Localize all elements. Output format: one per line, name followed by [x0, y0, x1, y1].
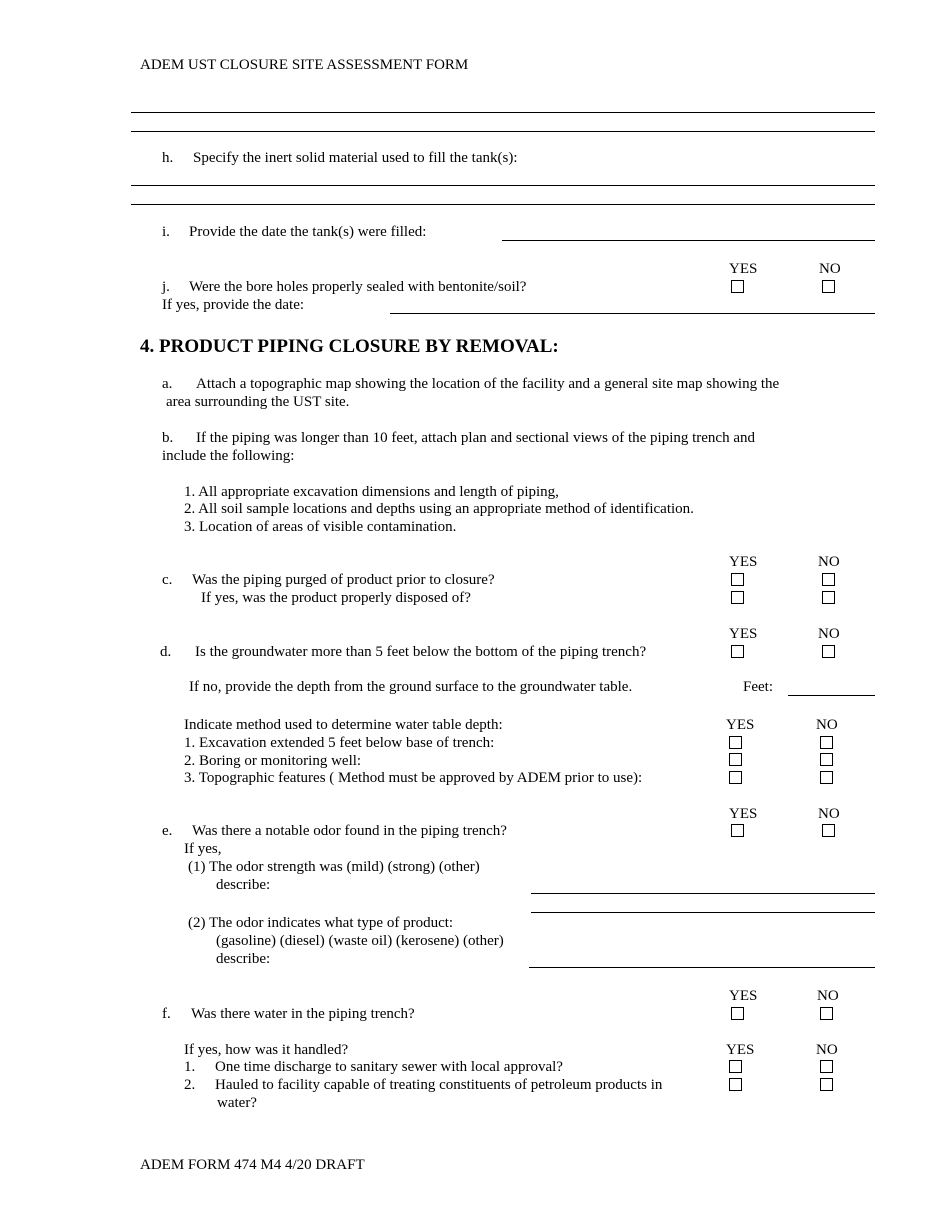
yes-header: YES	[729, 988, 758, 1004]
s4-d-method1-yes-checkbox[interactable]	[729, 736, 742, 749]
s4-f-option-num: 1.	[184, 1059, 196, 1075]
s4-e-item1: (1) The odor strength was (mild) (strong) (other)	[188, 859, 480, 875]
s4-d-method2-no-checkbox[interactable]	[820, 753, 833, 766]
s4-c-no-checkbox[interactable]	[822, 573, 835, 586]
s4-b-item: 1. All appropriate excavation dimensions and length of piping,	[184, 484, 559, 500]
s4-c-label: c.	[162, 572, 173, 588]
s4-d-method1-no-checkbox[interactable]	[820, 736, 833, 749]
no-header: NO	[816, 1042, 838, 1058]
q-j-date-text: If yes, provide the date:	[162, 297, 305, 313]
s4-b-line1: If the piping was longer than 10 feet, attach plan and sectional views of the piping trench and	[196, 430, 755, 446]
s4-b-line2: include the following:	[162, 448, 295, 464]
q-h-answer-line[interactable]	[131, 185, 875, 186]
q-h-answer-line[interactable]	[131, 204, 875, 205]
s4-e-describe-1: describe:	[216, 877, 271, 893]
s4-d-label: d.	[160, 644, 172, 660]
form-title: ADEM UST CLOSURE SITE ASSESSMENT FORM	[140, 57, 469, 73]
q-h-label: h.	[162, 150, 174, 166]
s4-d-text: Is the groundwater more than 5 feet below the bottom of the piping trench?	[195, 644, 647, 660]
s4-d-feet-line[interactable]	[788, 695, 875, 696]
yes-header: YES	[729, 554, 758, 570]
yes-header: YES	[729, 261, 758, 277]
s4-e-no-checkbox[interactable]	[822, 824, 835, 837]
s4-d-method-title: Indicate method used to determine water table depth:	[184, 717, 503, 733]
s4-d-method3-yes-checkbox[interactable]	[729, 771, 742, 784]
form-footer: ADEM FORM 474 M4 4/20 DRAFT	[140, 1157, 365, 1173]
s4-e-yes-checkbox[interactable]	[731, 824, 744, 837]
q-j-yes-checkbox[interactable]	[731, 280, 744, 293]
s4-c-sub-yes-checkbox[interactable]	[731, 591, 744, 604]
q-i-date-line[interactable]	[502, 240, 875, 241]
s4-e-item2: (2) The odor indicates what type of product:	[188, 915, 454, 931]
s4-f-handled: If yes, how was it handled?	[184, 1042, 349, 1058]
answer-line[interactable]	[131, 112, 875, 113]
s4-f-no-checkbox[interactable]	[820, 1007, 833, 1020]
s4-a-label: a.	[162, 376, 173, 392]
s4-d-method3-no-checkbox[interactable]	[820, 771, 833, 784]
s4-e-describe-2: describe:	[216, 951, 271, 967]
s4-c-yes-checkbox[interactable]	[731, 573, 744, 586]
q-i-label: i.	[162, 224, 170, 240]
q-j-label: j.	[162, 279, 170, 295]
no-header: NO	[818, 554, 840, 570]
s4-d-method: 3. Topographic features ( Method must be approved by ADEM prior to use):	[184, 770, 643, 786]
s4-b-item: 3. Location of areas of visible contamination.	[184, 519, 457, 535]
s4-f-option1-no-checkbox[interactable]	[820, 1060, 833, 1073]
s4-f-option-text: One time discharge to sanitary sewer with local approval?	[215, 1059, 563, 1075]
yes-header: YES	[726, 717, 755, 733]
s4-b-item: 2. All soil sample locations and depths using an appropriate method of identification.	[184, 501, 694, 517]
q-j-text: Were the bore holes properly sealed with bentonite/soil?	[189, 279, 527, 295]
yes-header: YES	[729, 806, 758, 822]
s4-e-label: e.	[162, 823, 173, 839]
s4-d-yes-checkbox[interactable]	[731, 645, 744, 658]
s4-d-feet-label: Feet:	[743, 679, 773, 695]
no-header: NO	[818, 806, 840, 822]
q-j-date-line[interactable]	[390, 313, 875, 314]
s4-f-option-num: 2.	[184, 1077, 196, 1093]
no-header: NO	[817, 988, 839, 1004]
s4-d-method: 2. Boring or monitoring well:	[184, 753, 362, 769]
s4-f-label: f.	[162, 1006, 171, 1022]
no-header: NO	[819, 261, 841, 277]
s4-e-describe-line[interactable]	[531, 893, 875, 894]
s4-f-option2-yes-checkbox[interactable]	[729, 1078, 742, 1091]
s4-c-text: Was the piping purged of product prior to closure?	[192, 572, 495, 588]
s4-f-option1-yes-checkbox[interactable]	[729, 1060, 742, 1073]
q-j-no-checkbox[interactable]	[822, 280, 835, 293]
no-header: NO	[816, 717, 838, 733]
s4-f-option-cont: water?	[217, 1095, 257, 1111]
s4-f-yes-checkbox[interactable]	[731, 1007, 744, 1020]
s4-e-item2-options: (gasoline) (diesel) (waste oil) (kerosene) (other)	[216, 933, 504, 949]
q-i-text: Provide the date the tank(s) were filled:	[189, 224, 427, 240]
s4-d-no-checkbox[interactable]	[822, 645, 835, 658]
s4-b-label: b.	[162, 430, 174, 446]
answer-line[interactable]	[131, 131, 875, 132]
s4-d-depth-text: If no, provide the depth from the ground surface to the groundwater table.	[189, 679, 633, 695]
s4-d-method: 1. Excavation extended 5 feet below base of trench:	[184, 735, 495, 751]
s4-e-text: Was there a notable odor found in the piping trench?	[192, 823, 507, 839]
s4-f-option-text: Hauled to facility capable of treating constituents of petroleum products in	[215, 1077, 663, 1093]
section-4-title: 4. PRODUCT PIPING CLOSURE BY REMOVAL:	[140, 336, 559, 357]
s4-e-describe-line[interactable]	[531, 912, 875, 913]
s4-e-if-yes: If yes,	[184, 841, 222, 857]
no-header: NO	[818, 626, 840, 642]
q-h-text: Specify the inert solid material used to fill the tank(s):	[193, 150, 518, 166]
s4-c-sub-no-checkbox[interactable]	[822, 591, 835, 604]
s4-f-option2-no-checkbox[interactable]	[820, 1078, 833, 1091]
s4-e-describe-line[interactable]	[529, 967, 875, 968]
s4-f-text: Was there water in the piping trench?	[191, 1006, 415, 1022]
yes-header: YES	[729, 626, 758, 642]
yes-header: YES	[726, 1042, 755, 1058]
s4-c-sub: If yes, was the product properly disposed of?	[201, 590, 471, 606]
s4-a-line2: area surrounding the UST site.	[166, 394, 350, 410]
s4-d-method2-yes-checkbox[interactable]	[729, 753, 742, 766]
s4-a-line1: Attach a topographic map showing the location of the facility and a general site map showing the	[196, 376, 780, 392]
